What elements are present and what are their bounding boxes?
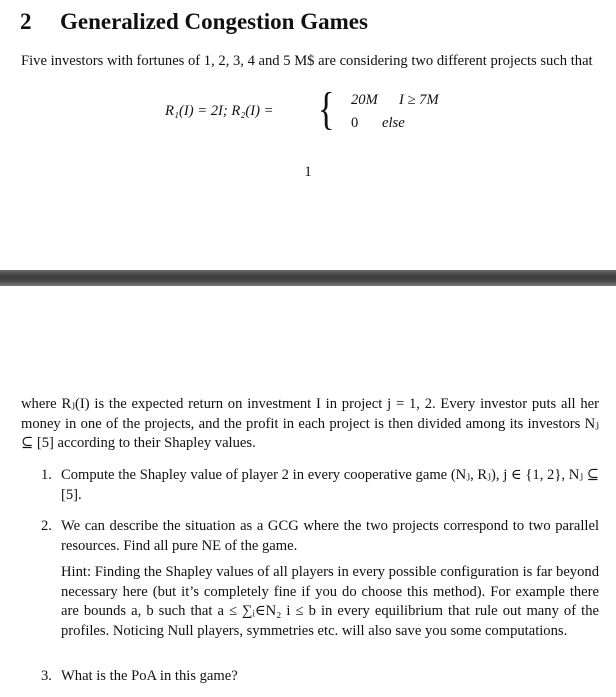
question-text: What is the PoA in this game? [61, 668, 238, 684]
continuation-paragraph: where Rⱼ(I) is the expected return on investment I in project j = 1, 2. Every investor puts all her money in one of the projects, and the profit in each project is then divided among its investors Nⱼ ⊆ [5] according to their Shapley values. [21, 396, 599, 451]
return-formula [0, 83, 616, 136]
formula-lhs: R₁(I) = 2I; R₂(I) = [165, 103, 274, 119]
question-text: Compute the Shapley value of player 2 in every cooperative game (Nⱼ, Rⱼ), j ∈ {1, 2}, Nⱼ ⊆ [5]. [61, 467, 599, 503]
section-number: 2 [20, 9, 32, 34]
page-number: 1 [304, 164, 312, 180]
section-heading [20, 9, 368, 35]
hint-text: Hint: Finding the Shapley values of all players in every possible configuration is far beyond necessary here (but it’s completely fine if you do choose this method). For example there are bounds a, b such that a ≤ ∑ᵢ∈N₂ i ≤ b in every equilibrium that rule out many of the profiles. Noticing Null players, symmetries etc. will also save you some computations. [61, 564, 599, 639]
formula-brace: { [318, 83, 335, 134]
formula-case2-condition: else [382, 115, 405, 131]
intro-paragraph: Five investors with fortunes of 1, 2, 3, 4 and 5 M$ are considering two different projects such that [21, 53, 593, 69]
formula-case2-value: 0 [351, 115, 359, 131]
section-title: Generalized Congestion Games [60, 9, 368, 34]
page-1 [0, 0, 616, 270]
question-marker: 1. [41, 467, 52, 483]
question-marker: 3. [41, 668, 52, 684]
question-marker: 2. [41, 518, 52, 534]
page-2 [0, 286, 616, 697]
question-text: We can describe the situation as a GCG where the two projects correspond to two parallel resources. Find all pure NE of the game. [61, 518, 599, 554]
formula-case1-condition: I ≥ 7M [399, 92, 439, 108]
formula-case1-value: 20M [351, 92, 378, 108]
page-break-divider [0, 270, 616, 286]
